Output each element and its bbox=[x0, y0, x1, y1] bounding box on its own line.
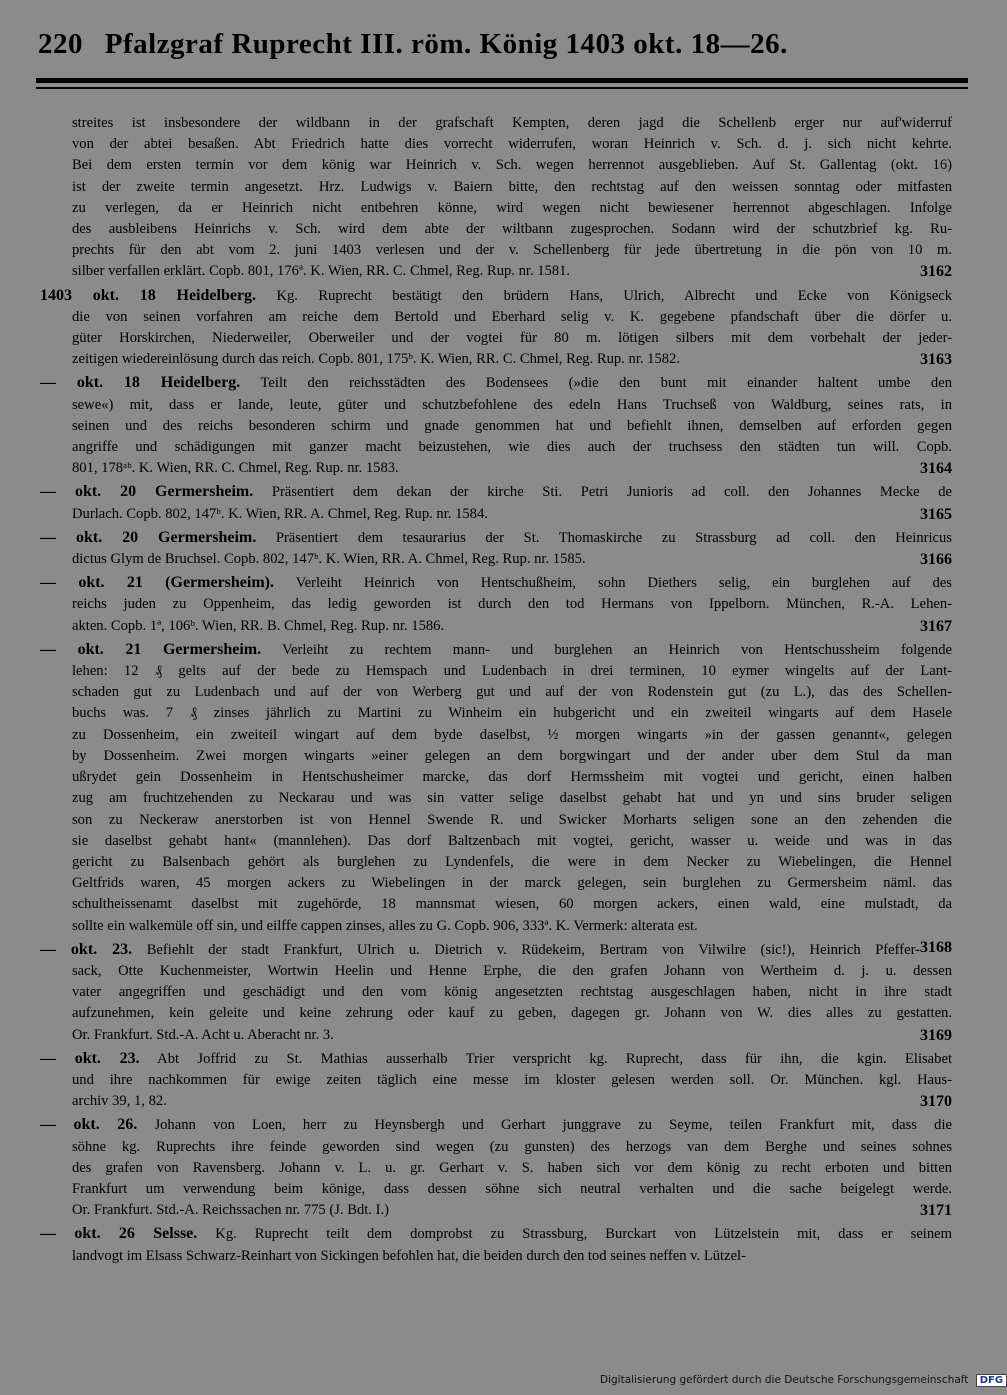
regest-text: Durlach. Copb. 802, 147ᵇ. K. Wien, RR. A. Chmel, Reg. Rup. nr. 1584. bbox=[72, 505, 488, 522]
regest-text: zug am fruchtzehenden zu Neckarau und was sin vatter selige daselbst gehabt hat und yn und sins bruder seligen bbox=[72, 790, 952, 807]
regest-line bbox=[40, 746, 952, 767]
regest-text: ußrydet gein Dossenheim in Hentschusheimer marcke, das dorf Hermssheim mit vogtei und gericht, einen halben bbox=[72, 769, 952, 786]
regest-date-place: — okt. 21 Germersheim. bbox=[40, 640, 262, 658]
page-title: Pfalzgraf Ruprecht III. röm. König 1403 okt. 18—26. bbox=[104, 28, 788, 60]
regest-line bbox=[40, 767, 952, 788]
regest-text: Johann von Loen, herr zu Heynsbergh und Gerhart junggrave zu Seyme, teilen Frankfurt mit, dass die bbox=[154, 1117, 952, 1134]
regest-line bbox=[40, 504, 952, 525]
regest-text: Verleiht zu rechtem mann- und burglehen an Heinrich von Hentschussheim folgende bbox=[282, 641, 953, 658]
regest-line bbox=[40, 416, 952, 437]
regest-line bbox=[40, 113, 952, 134]
regest-number: 3170 bbox=[920, 1093, 952, 1111]
regest-text: Kg. Ruprecht teilt dem domprobst zu Strassburg, Burckart von Lützelstein mit, dass er seinem bbox=[215, 1226, 952, 1243]
regest-line bbox=[40, 873, 952, 894]
regest-number: 3163 bbox=[920, 351, 952, 369]
page-header bbox=[38, 28, 968, 61]
regest-text: güter Horskirchen, Niederweiler, Oberweiler und der vogtei für 80 m. lötigen silbers mit dem vorbehalt der jeder- bbox=[72, 330, 952, 347]
regest-line bbox=[40, 1003, 952, 1024]
regest-text: Präsentiert dem dekan der kirche Sti. Petri Junioris ad coll. den Johannes Mecke de bbox=[271, 484, 952, 501]
regest-text: 801, 178ᵃᵇ. K. Wien, RR. C. Chmel, Reg. Rup. nr. 1583. bbox=[72, 460, 399, 477]
regest-date-place: — okt. 26 Selsse. bbox=[40, 1225, 198, 1243]
regest-line bbox=[40, 961, 952, 982]
regest-text: zu verlegen, da er Heinrich nicht entbehren könne, wird wegen nicht bewiesener herrennot abgeschlagen. Infolge bbox=[72, 199, 952, 216]
regest-line bbox=[40, 1179, 952, 1200]
regest-text: akten. Copb. 1ª, 106ᵇ. Wien, RR. B. Chmel, Reg. Rup. nr. 1586. bbox=[72, 617, 445, 634]
regest-text: gericht zu Balsenbach gehört als burglehen zu Lyndenfels, die were in dem Necker zu Wiebelingen, die Hennel bbox=[72, 853, 952, 870]
regest-line bbox=[40, 549, 952, 570]
regest-text: prechts für den abt vom 2. juni 1403 verlesen und der v. Schellenberg für jede übertretung in die pön von 10 m. bbox=[72, 242, 952, 259]
regest-line bbox=[40, 240, 952, 261]
regest-text: lehen: 12 ₰ gelts auf der bede zu Hemspach und Ludenbach in drei terminen, 10 eymer wingelts auf der Lant- bbox=[72, 663, 952, 680]
regest-text: sewe«) mit, dass er lande, leute, güter und schutzbefohlene des edeln Hans Truchseß von Waldburg, seines rats, in bbox=[72, 396, 952, 413]
regest-entry bbox=[40, 527, 952, 570]
regest-text: sollte ein walkemüle off sin, und eilffe cappen zinses, alles zu G. Copb. 906, 333ª. K. Vermerk: alterata est. bbox=[72, 917, 698, 934]
regest-text: schaden gut zu Ludenbach und auf der von Werberg gut und auf der von Rodenstein gut (zu L.), das des Schellen- bbox=[72, 684, 952, 701]
regest-line bbox=[40, 661, 952, 682]
regest-line bbox=[40, 1025, 952, 1046]
regest-text: Or. Frankfurt. Std.-A. Reichssachen nr. 775 (J. Bdt. I.) bbox=[72, 1202, 389, 1219]
regest-text: son zu Neckeraw anerstorben ist von Hennel Swende R. und Swicker Morharts seligen sone an den zehenden die bbox=[72, 811, 952, 828]
regest-entry bbox=[40, 939, 952, 1046]
regest-text: schultheissenamt daselbst mit zugehörde, 18 mannsmat wiesen, 60 morgen ackers, einen wald, eine mulstadt, da bbox=[72, 896, 952, 913]
regest-date-place: — okt. 23. bbox=[40, 1049, 140, 1067]
regest-line bbox=[40, 155, 952, 176]
regest-line bbox=[40, 572, 952, 594]
regest-line bbox=[40, 437, 952, 458]
regest-line bbox=[40, 703, 952, 724]
regest-line bbox=[40, 1137, 952, 1158]
regest-date-place: 1403 okt. 18 Heidelberg. bbox=[40, 286, 257, 304]
regest-line bbox=[40, 1091, 952, 1112]
regest-number: 3165 bbox=[920, 505, 952, 523]
regest-line bbox=[40, 1070, 952, 1091]
regest-line bbox=[40, 852, 952, 873]
regest-number: 3164 bbox=[920, 460, 952, 478]
regest-line bbox=[40, 307, 952, 328]
regest-line bbox=[40, 594, 952, 615]
regest-text: Geltfrids waren, 45 morgen ackers zu Wiebelingen in der marck gelegen, sein burglehen zu Germersheim näml. das bbox=[72, 875, 952, 892]
regest-text: und ihre nachkommen für ewige zeiten täglich eine messe im kloster gelesen werden soll. Or. München. kgl. Haus- bbox=[72, 1071, 952, 1088]
regest-line bbox=[40, 481, 952, 503]
regest-entry bbox=[40, 1114, 952, 1221]
regest-number: 3171 bbox=[920, 1202, 952, 1220]
regest-entry bbox=[40, 572, 952, 637]
regest-text: streites ist insbesondere der wildbann in der grafschaft Kempten, deren jagd die Schellenb erger nur auf'widerruf bbox=[72, 115, 952, 131]
header-rule-thin bbox=[36, 87, 968, 89]
regest-text: des grafen von Ravensberg. Johann v. L. u. gr. Gerhart v. S. haben sich vor dem könig zu recht erboten und bitten bbox=[72, 1159, 952, 1176]
regest-text: seinen und des reichs besonderen schirm und gnade genommen hat und befiehlt ihnen, demselben auf erforden gegen bbox=[72, 417, 952, 434]
regest-text: vater angegriffen und geschädigt und den vom könig angesetzten rechtstag ausgeschlagen haben, nicht in ihre stadt bbox=[72, 984, 952, 1001]
regest-text: ist der zweite termin angesetzt. Hrz. Ludwigs v. Baiern bitte, den rechtstag auf den weissen sonntag oder mitfasten bbox=[72, 178, 952, 195]
regest-text: archiv 39, 1, 82. bbox=[72, 1093, 167, 1110]
regest-text: Teilt den reichsstädten des Bodensees (»die den bunt mit einander haltent umbe den bbox=[260, 375, 952, 392]
regest-text: die von seinen vorfahren am reiche dem Bertold und Eberhard selig v. K. gegebene pfandschaft über die dörfer u. bbox=[72, 308, 952, 325]
regest-date-place: — okt. 26. bbox=[40, 1116, 138, 1134]
regest-line bbox=[40, 1114, 952, 1136]
regest-text: zeitigen wiedereinlösung durch das reich. Copb. 801, 175ᵇ. K. Wien, RR. C. Chmel, Reg. Rup. nr. 1582. bbox=[72, 351, 681, 368]
regest-date-place: — okt. 18 Heidelberg. bbox=[40, 374, 241, 392]
regest-text: reichs juden zu Oppenheim, das ledig geworden ist durch den tod Hermans von Ippelborn. München, R.-A. Lehen- bbox=[72, 596, 952, 613]
regest-text: des ausbleibens Heinrichs v. Sch. wird dem abte der wiltbann zugesprochen. Sodann wird der schutzbrief kg. Ru- bbox=[72, 221, 952, 238]
regest-text: Bei dem ersten termin vor dem könig war Heinrich v. Sch. wegen herrennot ausgeblieben. Auf St. Gallentag (okt. 16) bbox=[72, 157, 952, 174]
regest-entry bbox=[40, 285, 952, 371]
regest-text: Präsentiert dem tesaurarius der St. Thomaskirche zu Strassburg ad coll. den Heinricus bbox=[275, 529, 952, 546]
regest-text: sack, Otte Kuchenmeister, Wortwin Heelin und Henne Erphe, die den grafen Johann von Wertheim d. j. u. dessen bbox=[72, 962, 952, 979]
regest-text: söhne kg. Ruprechts ihre feinde geworden sind wegen (zu gunsten) des herzogs van dem Berghe und seines sohnes bbox=[72, 1138, 952, 1155]
regest-text: Verleiht Heinrich von Hentschußheim, sohn Diethers selig, ein burglehen auf des bbox=[295, 575, 952, 592]
regest-line bbox=[40, 261, 952, 282]
regest-line bbox=[40, 916, 952, 937]
regest-line bbox=[40, 177, 952, 198]
regest-line bbox=[40, 639, 952, 661]
regest-text: sie daselbst gehabt hant« (mannlehen). Das dorf Baltzenbach mit vogtei, gericht, wasser u. weide und was in das bbox=[72, 832, 952, 849]
regest-date-place: — okt. 20 Germersheim. bbox=[40, 483, 254, 501]
regest-text: landvogt im Elsass Schwarz-Reinhart von Sickingen befohlen hat, die beiden durch den tod seines neffen v. Lützel- bbox=[72, 1247, 746, 1264]
regest-line bbox=[40, 682, 952, 703]
regest-text: Kg. Ruprecht bestätigt den brüdern Hans, Ulrich, Albrecht und Ecke von Königseck bbox=[276, 287, 953, 304]
regest-line bbox=[40, 831, 952, 852]
regest-date-place: — okt. 23. bbox=[40, 940, 133, 958]
regest-number: 3162 bbox=[920, 263, 952, 281]
regest-line bbox=[40, 788, 952, 809]
regest-line bbox=[40, 939, 952, 961]
regest-entry bbox=[40, 481, 952, 524]
regest-text: by Dossenheim. Zwei morgen wingarts »einer gelegen an dem borgwingart und der ander uber dem Stul da man bbox=[72, 747, 952, 764]
page-number: 220 bbox=[38, 28, 83, 60]
footer-text: Digitalisierung gefördert durch die Deutsche Forschungsgemeinschaft bbox=[600, 1374, 969, 1386]
regest-line bbox=[40, 395, 952, 416]
regest-text: Befiehlt der stadt Frankfurt, Ulrich u. Dietrich v. Rüdekeim, Bertram von Vilwilre (sic!), Heinrich Pfeffer- bbox=[146, 941, 921, 958]
regest-line bbox=[40, 349, 952, 370]
regest-line bbox=[40, 1048, 952, 1070]
regest-number: 3168 bbox=[920, 938, 952, 956]
regest-list bbox=[40, 113, 952, 1269]
footer bbox=[600, 1374, 1004, 1392]
regest-line bbox=[40, 894, 952, 915]
regest-number: 3166 bbox=[920, 551, 952, 569]
dfg-logo: DFG bbox=[976, 1374, 1007, 1387]
regest-text: dictus Glym de Bruchsel. Copb. 802, 147ᵇ. K. Wien, RR. A. Chmel, Reg. Rup. nr. 1585. bbox=[72, 551, 586, 568]
regest-line bbox=[40, 285, 952, 307]
regest-line bbox=[40, 527, 952, 549]
regest-text: angriffe und schädigungen mit ganzer macht beizustehen, wie dies auch der truchsess den städten tun will. Copb. bbox=[72, 439, 952, 456]
regest-number: 3167 bbox=[920, 617, 952, 635]
regest-line bbox=[40, 982, 952, 1003]
regest-line bbox=[40, 1223, 952, 1245]
regest-text: Or. Frankfurt. Std.-A. Acht u. Aberacht nr. 3. bbox=[72, 1026, 334, 1043]
regest-date-place: — okt. 20 Germersheim. bbox=[40, 528, 257, 546]
regest-date-place: — okt. 21 (Germersheim). bbox=[40, 574, 275, 592]
regest-text: Abt Joffrid zu St. Mathias ausserhalb Trier verspricht kg. Ruprecht, dass für ihn, die kgin. Elisabet bbox=[157, 1050, 952, 1067]
regest-entry bbox=[40, 1223, 952, 1266]
regest-line bbox=[40, 219, 952, 240]
regest-line bbox=[40, 725, 952, 746]
regest-line bbox=[40, 1158, 952, 1179]
regest-line bbox=[40, 372, 952, 394]
regest-line bbox=[40, 1200, 952, 1221]
regest-text: zu Dossenheim, ein zweiteil wingart auf dem byde daselbst, ½ morgen wingarts »in der gassen genannt«, gelegen bbox=[72, 726, 952, 743]
regest-text: silber verfallen erklärt. Copb. 801, 176ª. K. Wien, RR. C. Chmel, Reg. Rup. nr. 1581. bbox=[72, 263, 571, 280]
regest-entry bbox=[40, 113, 952, 283]
regest-line bbox=[40, 458, 952, 479]
regest-number: 3169 bbox=[920, 1026, 952, 1044]
regest-entry bbox=[40, 1048, 952, 1113]
header-rule-thick bbox=[36, 78, 968, 83]
regest-line bbox=[40, 198, 952, 219]
regest-line bbox=[40, 1246, 952, 1267]
regest-line bbox=[40, 134, 952, 155]
regest-line bbox=[40, 810, 952, 831]
regest-entry bbox=[40, 372, 952, 479]
regest-text: Frankfurt um verwendung beim könige, dass dessen söhne sich neutral verhalten und die sache beigelegt werde. bbox=[72, 1180, 952, 1197]
regest-line bbox=[40, 616, 952, 637]
regest-text: aufzunehmen, kein geleite und keine zehrung oder kauf zu geben, dagegen gr. Johann von W. dies alles zu gestatten. bbox=[72, 1005, 952, 1022]
regest-text: von der abtei besaßen. Abt Friedrich hatte dies vorrecht widerrufen, woran Heinrich v. Sch. d. j. sich nicht kehrte. bbox=[72, 136, 952, 153]
regest-text: buchs was. 7 ₰ zinses jährlich zu Martini zu Winheim ein hubgericht und ein zweiteil wingarts auf dem Hasele bbox=[72, 705, 952, 722]
regest-line bbox=[40, 328, 952, 349]
